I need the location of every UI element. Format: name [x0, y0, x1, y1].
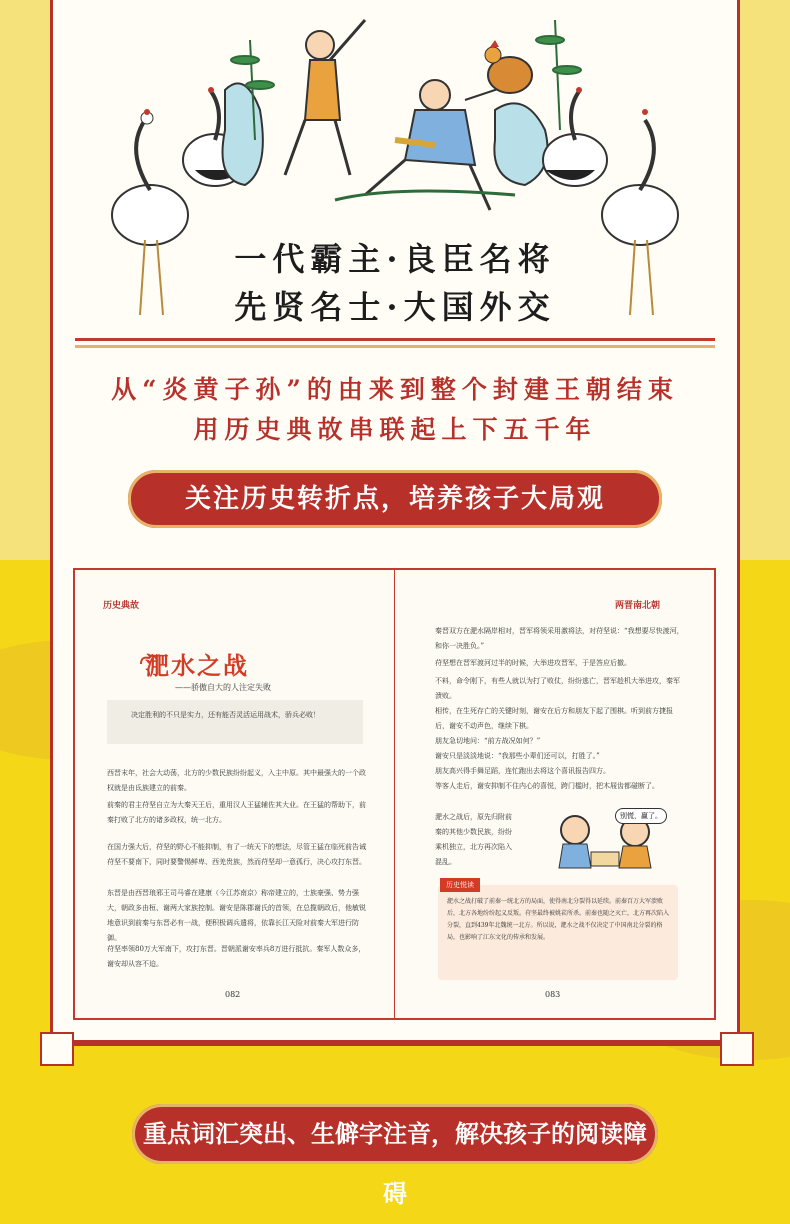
paragraph: 等客人走后，谢安抑制不住内心的喜悦，跨门槛时，把木屐齿都碰断了。 — [435, 782, 659, 790]
history-note-tag: 历史悦读 — [440, 878, 480, 892]
paragraph: 相传，在生死存亡的关键时刻，谢安在后方和朋友下起了围棋。听到前方捷报后，谢安不动声色，继续下棋。 — [435, 707, 673, 730]
frame-corner — [40, 1032, 74, 1066]
speech-bubble: 别慌，赢了。 — [615, 808, 667, 824]
paragraph: 秦晋双方在淝水隔岸相对，晋军将领采用激将法，对苻坚说：“我想要尽快渡河，和你一决胜负。” — [435, 627, 684, 650]
tagline-line-1: 一代霸主·良臣名将 — [234, 240, 556, 278]
frame-bottom-border — [50, 1040, 740, 1046]
paragraph: 不料，命令刚下，有些人就以为打了败仗，纷纷逃亡，晋军趁机大举进攻，秦军溃败。 — [435, 677, 680, 700]
page-number: 082 — [225, 990, 241, 999]
page-number: 083 — [545, 990, 561, 999]
running-head: 历史典故 — [103, 601, 140, 611]
feature-banner-bottom: 重点词汇突出、生僻字注音，解决孩子的阅读障碍 — [132, 1104, 658, 1164]
feature-banner-top: 关注历史转折点，培养孩子大局观 — [128, 470, 662, 528]
paragraph: 朋友高兴得手舞足蹈，连忙跑出去将这个喜讯报告四方。 — [435, 767, 610, 775]
running-head: 两晋南北朝 — [615, 601, 661, 611]
ancient-heroes-illustration — [95, 0, 695, 330]
paragraph: 西晋末年，社会大动荡，北方的少数民族纷纷起义，入主中原。其中最强大的一个政权就是由氐族建立的前秦。 — [107, 769, 366, 792]
paragraph: 前秦的君主苻坚自立为大秦天王后，重用汉人王猛辅佐其大业。在王猛的帮助下，前秦打败了北方的诸多政权，统一北方。 — [107, 801, 366, 824]
paragraph: 淝水之战后，原先归附前秦的其他少数民族，纷纷乘机独立，北方再次陷入混乱。 — [435, 813, 512, 866]
book-page-left — [75, 570, 395, 1018]
chapter-subtitle: ——骄傲自大的人注定失败 — [175, 683, 271, 692]
crane-right-icon — [543, 87, 678, 315]
paragraph: 朋友急切地问：“前方战况如何？” — [435, 737, 541, 745]
warrior-leaping-icon — [285, 20, 365, 175]
paragraph: 苻坚想在晋军渡河过半的时候，大举进攻晋军，于是答应后撤。 — [435, 659, 631, 667]
paragraph: 东晋是由西晋琅邪王司马睿在建康（今江苏南京）称帝建立的，士族豪强、势力强大，朝政多由桓、谢两大家族控制。谢安是陈郡谢氏的首领，在总揽朝政后，他敏锐地意识到前秦与东晋必有一战，便积极调兵遣将，依靠长江天险对前秦大军进行防御。 — [107, 889, 366, 942]
paragraph: 苻坚率领80万大军南下，攻打东晋。晋朝派谢安率兵8万进行抵抗。秦军人数众多，谢安却从容不迫。 — [107, 945, 366, 968]
rooster-icon — [485, 40, 532, 93]
paragraph: 在国力强大后，苻坚的野心不能抑制，有了一统天下的想法，尽管王猛在临死前告诫苻坚不要南下，同时要警惕鲜卑、西羌贵族，然而苻坚却一意孤行，决心攻打东晋。 — [107, 843, 366, 866]
paragraph: 谢安只是淡淡地说：“我那些小辈们还可以，打胜了。” — [435, 752, 600, 760]
history-note-text: 淝水之战打破了前秦一统北方的局面，使得南北分裂得以延续。前秦百万大军溃败后，北方各地纷纷起义反叛。苻坚最终被姚苌所杀。前秦也随之灭亡，北方再次陷入分裂，直到439年北魏统一北方。所以说，淝水之战不仅决定了中国南北分裂的格局，也影响了江东文化的传承和发展。 — [447, 898, 670, 941]
decorative-divider — [75, 338, 715, 348]
frame-corner — [720, 1032, 754, 1066]
book-spread — [73, 568, 716, 1020]
intro-line-1: 从“炎黄子孙”的由来到整个封建王朝结束 — [111, 375, 679, 404]
chapter-quote: 决定胜利的不只是实力，还有能否灵活运用战术，骄兵必败！ — [131, 711, 320, 719]
tagline-line-2: 先贤名士·大国外交 — [234, 288, 556, 326]
chapter-title: 淝水之战 — [145, 651, 249, 680]
intro-line-2: 用历史典故串联起上下五千年 — [193, 415, 597, 444]
book-page-right — [395, 570, 714, 1018]
